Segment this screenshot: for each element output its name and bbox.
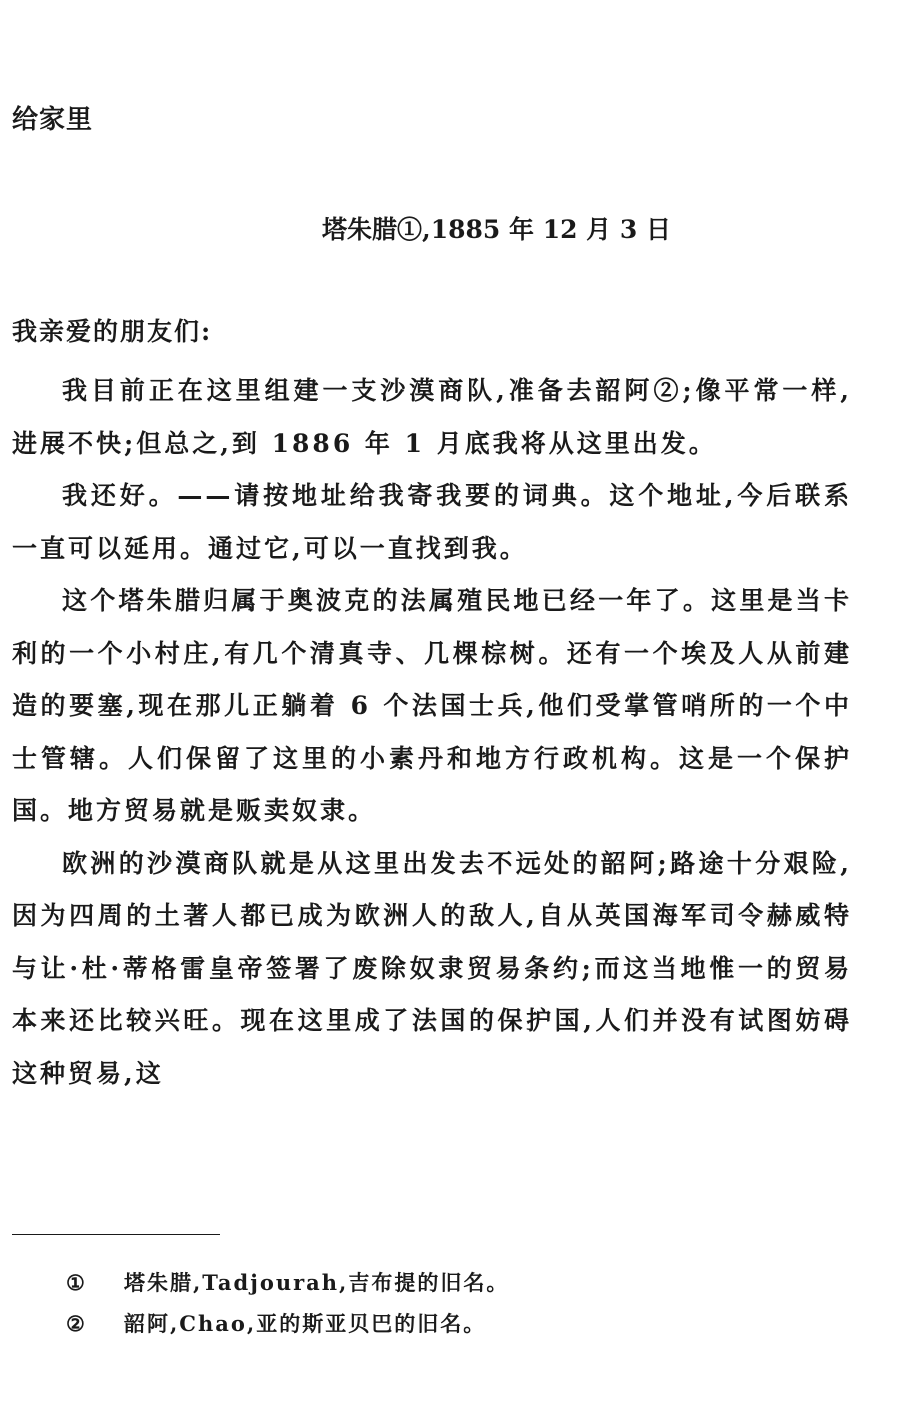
footnote (66, 1303, 509, 1344)
footnote-text: 塔朱腊,Tadjourah,吉布提的旧名。 (124, 1270, 510, 1295)
footnote (66, 1262, 509, 1303)
paragraph: 欧洲的沙漠商队就是从这里出发去不远处的韶阿;路途十分艰险,因为四周的土著人都已成为欧洲人的敌人,自从英国海军司令赫威特与让·杜·蒂格雷皇帝签署了废除奴隶贸易条约;而这当地惟一的贸易本来还比较兴旺。现在这里成了法国的保护国,人们并没有试图妨碍这种贸易,这 (12, 848, 852, 1088)
letter-heading: 给家里 (12, 105, 94, 135)
footnote-text: 韶阿,Chao,亚的斯亚贝巴的旧名。 (124, 1311, 487, 1336)
dateline: 塔朱腊①,1885 年 12 月 3 日 (322, 215, 671, 244)
footnotes (66, 1262, 509, 1344)
paragraph: 我目前正在这里组建一支沙漠商队,准备去韶阿②;像平常一样,进展不快;但总之,到 1886 年 1 月底我将从这里出发。 (12, 376, 852, 458)
footnote-mark: ① (66, 1270, 87, 1295)
letter-body (12, 365, 852, 1100)
salutation: 我亲爱的朋友们: (12, 317, 213, 346)
paragraph: 这个塔朱腊归属于奥波克的法属殖民地已经一年了。这里是当卡利的一个小村庄,有几个清真寺、几棵棕树。还有一个埃及人从前建造的要塞,现在那儿正躺着 6 个法国士兵,他们受掌管哨所的一个中士管辖。人们保留了这里的小素丹和地方行政机构。这是一个保护国。地方贸易就是贩卖奴隶。 (12, 586, 852, 825)
footnote-mark: ② (66, 1311, 87, 1336)
paragraph: 我还好。——请按地址给我寄我要的词典。这个地址,今后联系一直可以延用。通过它,可以一直找到我。 (12, 481, 852, 563)
footnote-divider (12, 1234, 220, 1235)
